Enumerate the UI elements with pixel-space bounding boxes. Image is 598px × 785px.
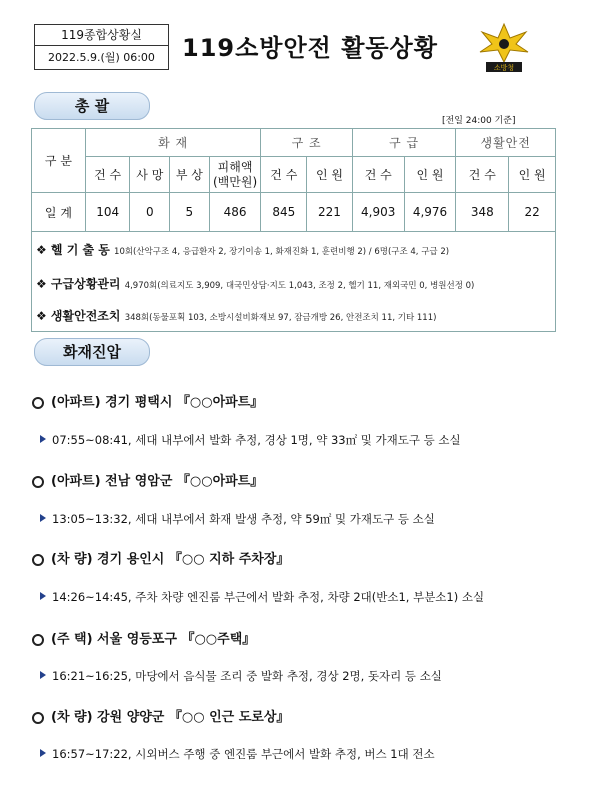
subhead: 인 원 <box>404 157 456 193</box>
subhead: 인 원 <box>307 157 353 193</box>
fire-item-title: (차 량) 강원 양양군 『○○ 인근 도로상』 <box>32 706 289 725</box>
value-cell: 4,903 <box>352 193 404 232</box>
fire-section-label: 화재진압 <box>34 338 150 366</box>
group-safety: 생활안전 <box>456 129 556 157</box>
note-helicopter <box>36 241 449 258</box>
group-ems: 구 급 <box>352 129 456 157</box>
circle-bullet-icon <box>32 397 44 409</box>
page-title: 119소방안전 활동상황 <box>182 34 438 62</box>
subhead: 인 원 <box>509 157 556 193</box>
subhead: 건 수 <box>352 157 404 193</box>
group-rescue: 구 조 <box>261 129 352 157</box>
note-detail: 348회(동물포획 103, 소방시설비화재보 97, 잠금개방 26, 안전조치 11, 기타 111) <box>124 313 437 323</box>
group-fire: 화 재 <box>85 129 261 157</box>
fire-item-title: (아파트) 전남 영암군 『○○아파트』 <box>32 470 263 489</box>
triangle-bullet-icon <box>40 671 46 679</box>
fire-item-title: (차 량) 경기 용인시 『○○ 지하 주차장』 <box>32 548 289 567</box>
fire-item-detail: 14:26~14:45, 주차 차량 엔진룸 부근에서 발화 추정, 차량 2대(반소1, 부분소1) 소실 <box>40 589 484 605</box>
fire-item-detail: 16:57~17:22, 시외버스 주행 중 엔진룸 부근에서 발화 추정, 버스 1대 전소 <box>40 746 435 762</box>
office-name: 119종합상황실 <box>35 25 168 46</box>
value-cell: 104 <box>85 193 130 232</box>
triangle-bullet-icon <box>40 749 46 757</box>
note-life-safety <box>36 307 436 324</box>
summary-notes <box>31 231 556 332</box>
value-cell: 348 <box>456 193 509 232</box>
circle-bullet-icon <box>32 634 44 646</box>
note-label: ❖ 헬 기 출 동 <box>36 243 110 257</box>
subhead: 건 수 <box>85 157 130 193</box>
fire-agency-logo <box>476 22 532 74</box>
col-group-header: 구 분 <box>32 129 86 193</box>
value-cell: 221 <box>307 193 353 232</box>
subhead: 건 수 <box>456 157 509 193</box>
circle-bullet-icon <box>32 476 44 488</box>
triangle-bullet-icon <box>40 435 46 443</box>
value-cell: 4,976 <box>404 193 456 232</box>
subhead: 부 상 <box>170 157 210 193</box>
summary-table <box>31 128 556 232</box>
fire-item-detail: 13:05~13:32, 세대 내부에서 화재 발생 추정, 약 59㎡ 및 가재도구 등 소실 <box>40 511 435 527</box>
triangle-bullet-icon <box>40 514 46 522</box>
note-detail: 4,970회(의료지도 3,909, 대국민상담·지도 1,043, 조정 2, 헬기 11, 재외국민 0, 병원선정 0) <box>124 281 475 291</box>
note-ems-management <box>36 275 474 292</box>
circle-bullet-icon <box>32 712 44 724</box>
fire-item-detail: 16:21~16:25, 마당에서 음식물 조리 중 발화 추정, 경상 2명, 돗자리 등 소실 <box>40 668 442 684</box>
value-cell: 486 <box>209 193 261 232</box>
subhead: 피해액 (백만원) <box>209 157 261 193</box>
emblem-icon <box>476 22 532 74</box>
value-cell: 5 <box>170 193 210 232</box>
row-label: 일 계 <box>32 193 86 232</box>
basis-note: [전일 24:00 기준] <box>442 116 516 126</box>
fire-item-title: (아파트) 경기 평택시 『○○아파트』 <box>32 391 263 410</box>
value-cell: 0 <box>130 193 170 232</box>
summary-section-label: 총 괄 <box>34 92 150 120</box>
fire-item-title: (주 택) 서울 영등포구 『○○주택』 <box>32 628 255 647</box>
circle-bullet-icon <box>32 554 44 566</box>
subhead: 건 수 <box>261 157 307 193</box>
report-datetime: 2022.5.9.(월) 06:00 <box>48 51 155 64</box>
header-info-box <box>34 24 169 70</box>
logo-text: 소방청 <box>493 64 515 72</box>
fire-item-detail: 07:55~08:41, 세대 내부에서 발화 추정, 경상 1명, 약 33㎡ 및 가재도구 등 소실 <box>40 432 461 448</box>
note-label: ❖ 생활안전조치 <box>36 309 121 323</box>
value-cell: 845 <box>261 193 307 232</box>
value-cell: 22 <box>509 193 556 232</box>
note-label: ❖ 구급상황관리 <box>36 277 121 291</box>
subhead: 사 망 <box>130 157 170 193</box>
triangle-bullet-icon <box>40 592 46 600</box>
note-detail: 10회(산악구조 4, 응급환자 2, 장기이송 1, 화재진화 1, 훈련비행 2) / 6명(구조 4, 구급 2) <box>114 247 450 257</box>
